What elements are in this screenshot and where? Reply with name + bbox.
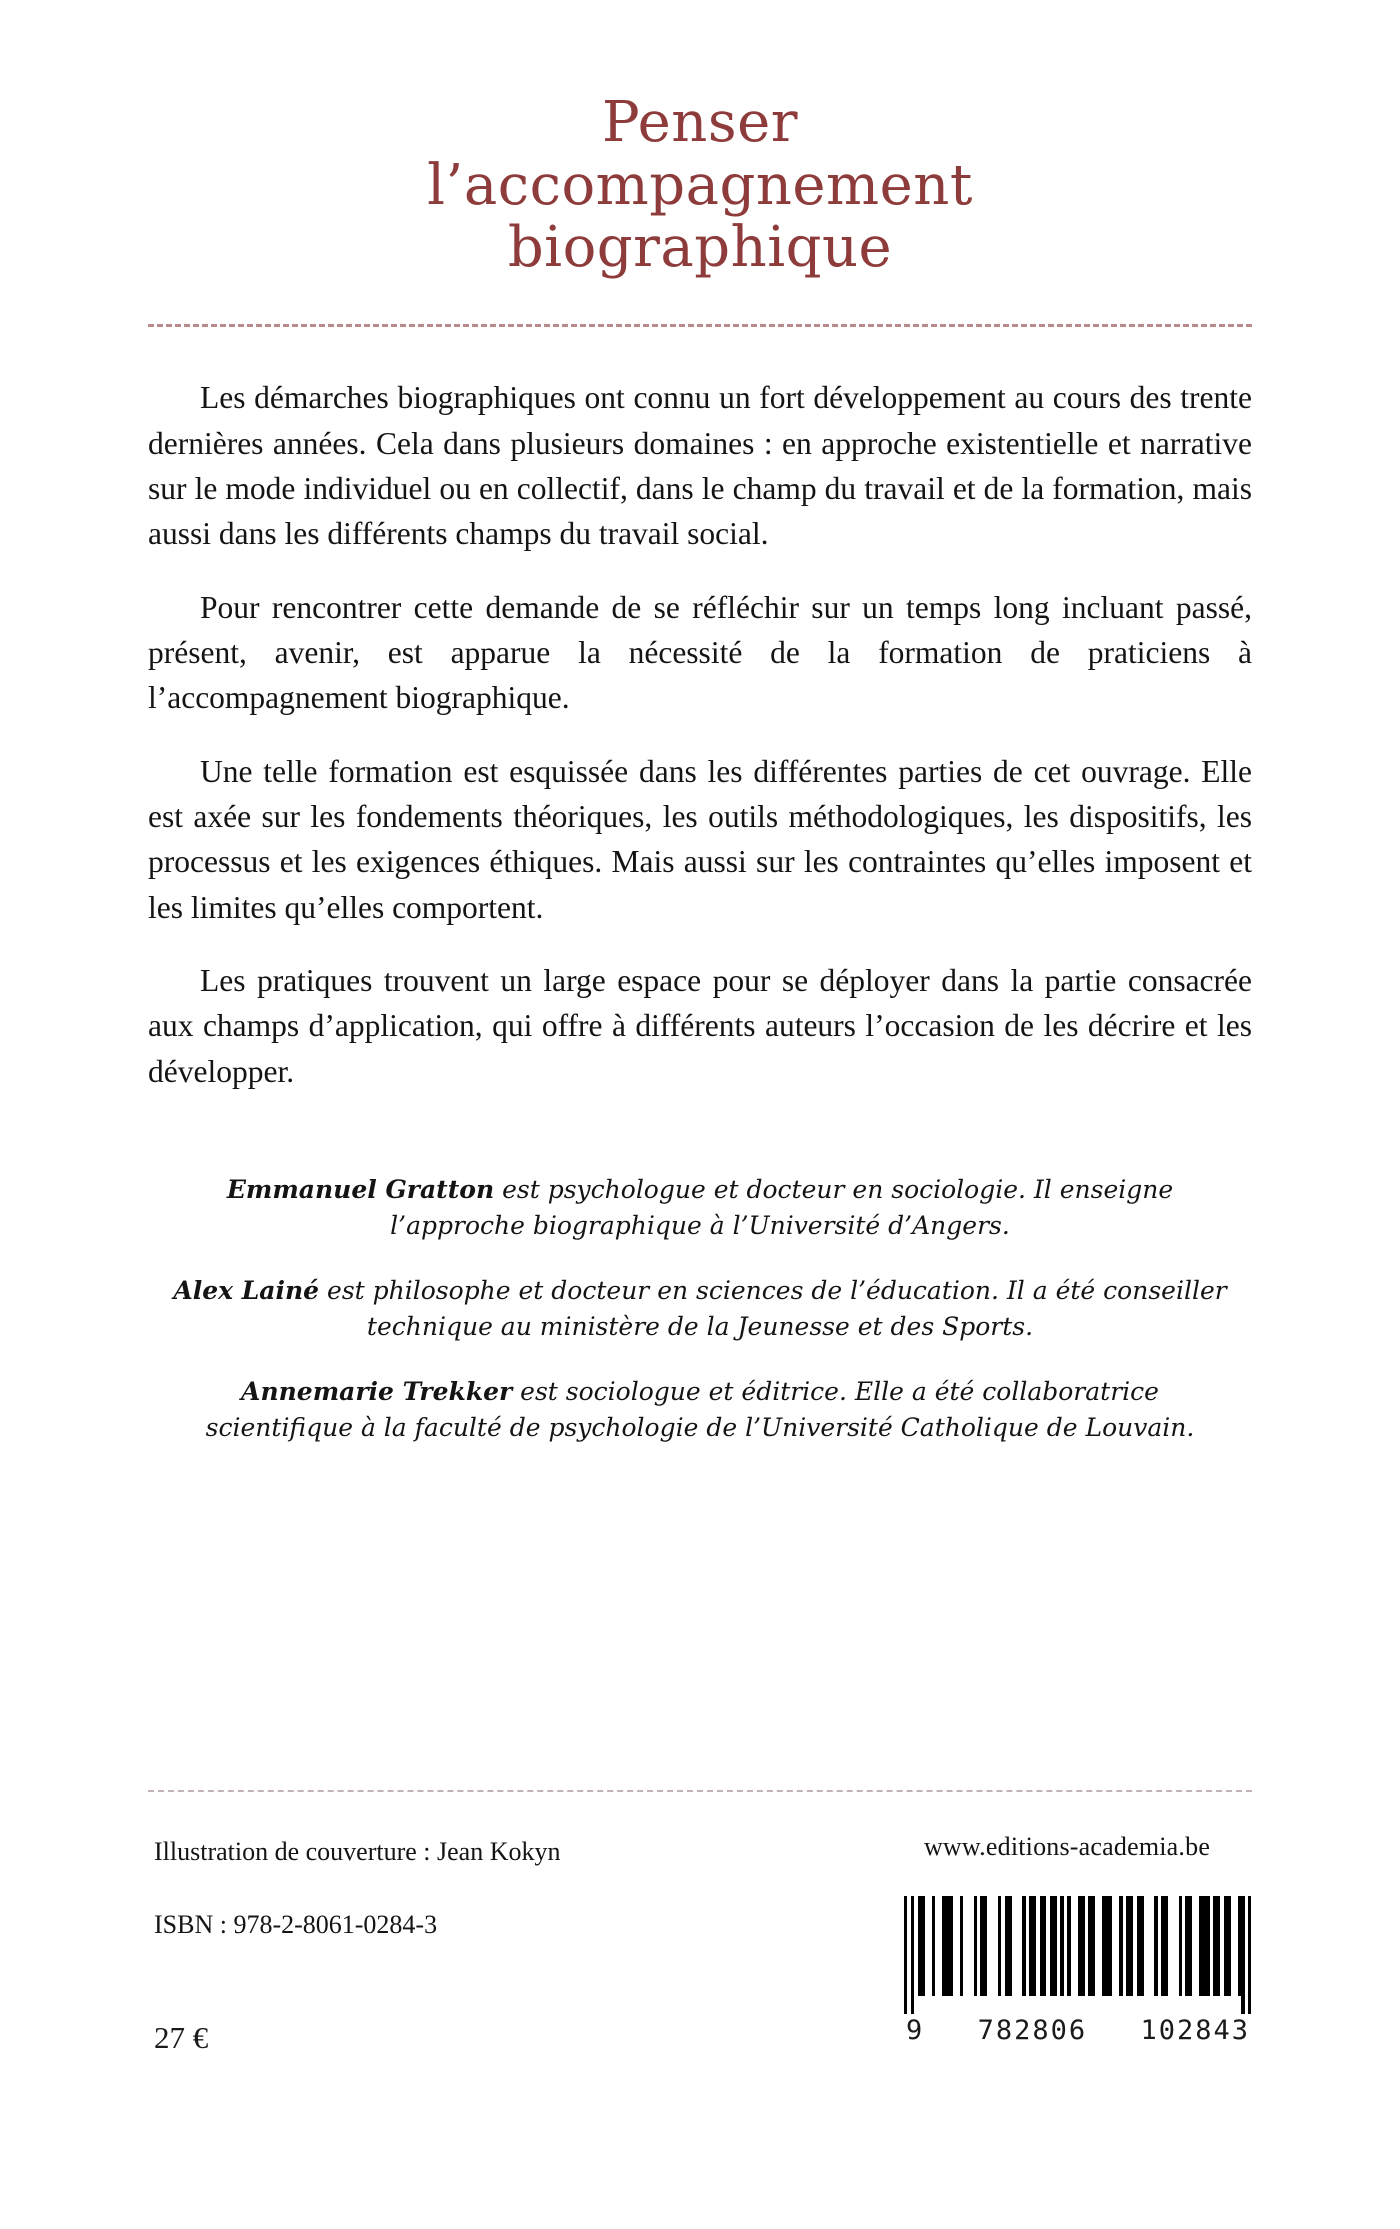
author-description: est sociologue et éditrice. Elle a été collaboratrice scientifique à la faculté de psychologie de l’Université Catholique de Louvain.: [205, 1377, 1195, 1442]
footer-right-column: [882, 1832, 1252, 2046]
blurb-paragraph-3: Une telle formation est esquissée dans les différentes parties de cet ouvrage. Elle est axée sur les fondements théoriques, les outils méthodologiques, les dispositifs, les processus et les exigences éthiques. Mais aussi sur les contraintes qu’elles imposent et les limites qu’elles comportent.: [148, 753, 1252, 925]
blurb-text: [148, 375, 1252, 1094]
author-bios: [148, 1172, 1252, 1445]
author-description: est philosophe et docteur en sciences de l’éducation. Il a été conseiller technique au ministère de la Jeunesse et des Sports.: [319, 1276, 1227, 1341]
title-line-2: l’accompagnement: [427, 152, 973, 218]
publisher-website: www.editions-academia.be: [923, 1832, 1211, 1861]
footer: [148, 1832, 1252, 2162]
author-bio: [148, 1172, 1252, 1243]
page-title: [148, 0, 1252, 280]
author-name: Emmanuel Gratton: [226, 1175, 495, 1205]
barcode-left-digit: 9: [906, 2015, 925, 2046]
footer-left-column: [154, 1832, 561, 1978]
author-name: Annemarie Trekker: [241, 1377, 513, 1407]
top-divider: [148, 324, 1252, 327]
barcode-digits: [904, 2015, 1252, 2046]
isbn: ISBN : 978-2-8061-0284-3: [154, 1910, 438, 1939]
author-name: Alex Lainé: [173, 1276, 320, 1306]
footer-divider: [148, 1790, 1252, 1792]
author-bio: [148, 1374, 1252, 1445]
title-line-3: biographique: [507, 215, 893, 281]
price: 27 €: [154, 2020, 209, 2055]
barcode-bars: [904, 1896, 1252, 2014]
barcode-group-1: 782806: [977, 2015, 1088, 2046]
title-line-1: Penser: [601, 90, 799, 155]
barcode: [904, 1896, 1252, 2046]
blurb-paragraph-4: Les pratiques trouvent un large espace pour se déployer dans la partie consacrée aux champs d’application, qui offre à différents auteurs l’occasion de les décrire et les développer.: [148, 963, 1252, 1089]
footer-divider-wrap: [148, 1790, 1252, 1792]
author-description: est psychologue et docteur en sociologie. Il enseigne l’approche biographique à l’Université d’Angers.: [390, 1175, 1174, 1240]
author-bio: [148, 1273, 1252, 1344]
cover-illustration-credit: Illustration de couverture : Jean Kokyn: [154, 1837, 561, 1866]
blurb-paragraph-2: Pour rencontrer cette demande de se réfléchir sur un temps long incluant passé, présent, avenir, est apparue la nécessité de la formation de praticiens à l’accompagnement biographique.: [148, 589, 1252, 716]
blurb-paragraph-1: Les démarches biographiques ont connu un fort développement au cours des trente dernières années. Cela dans plusieurs domaines : en approche existentielle et narrative sur le mode individuel ou en collectif, dans le champ du travail et de la formation, mais aussi dans les différents champs du travail social.: [148, 380, 1252, 552]
barcode-group-2: 102843: [1140, 2015, 1250, 2046]
